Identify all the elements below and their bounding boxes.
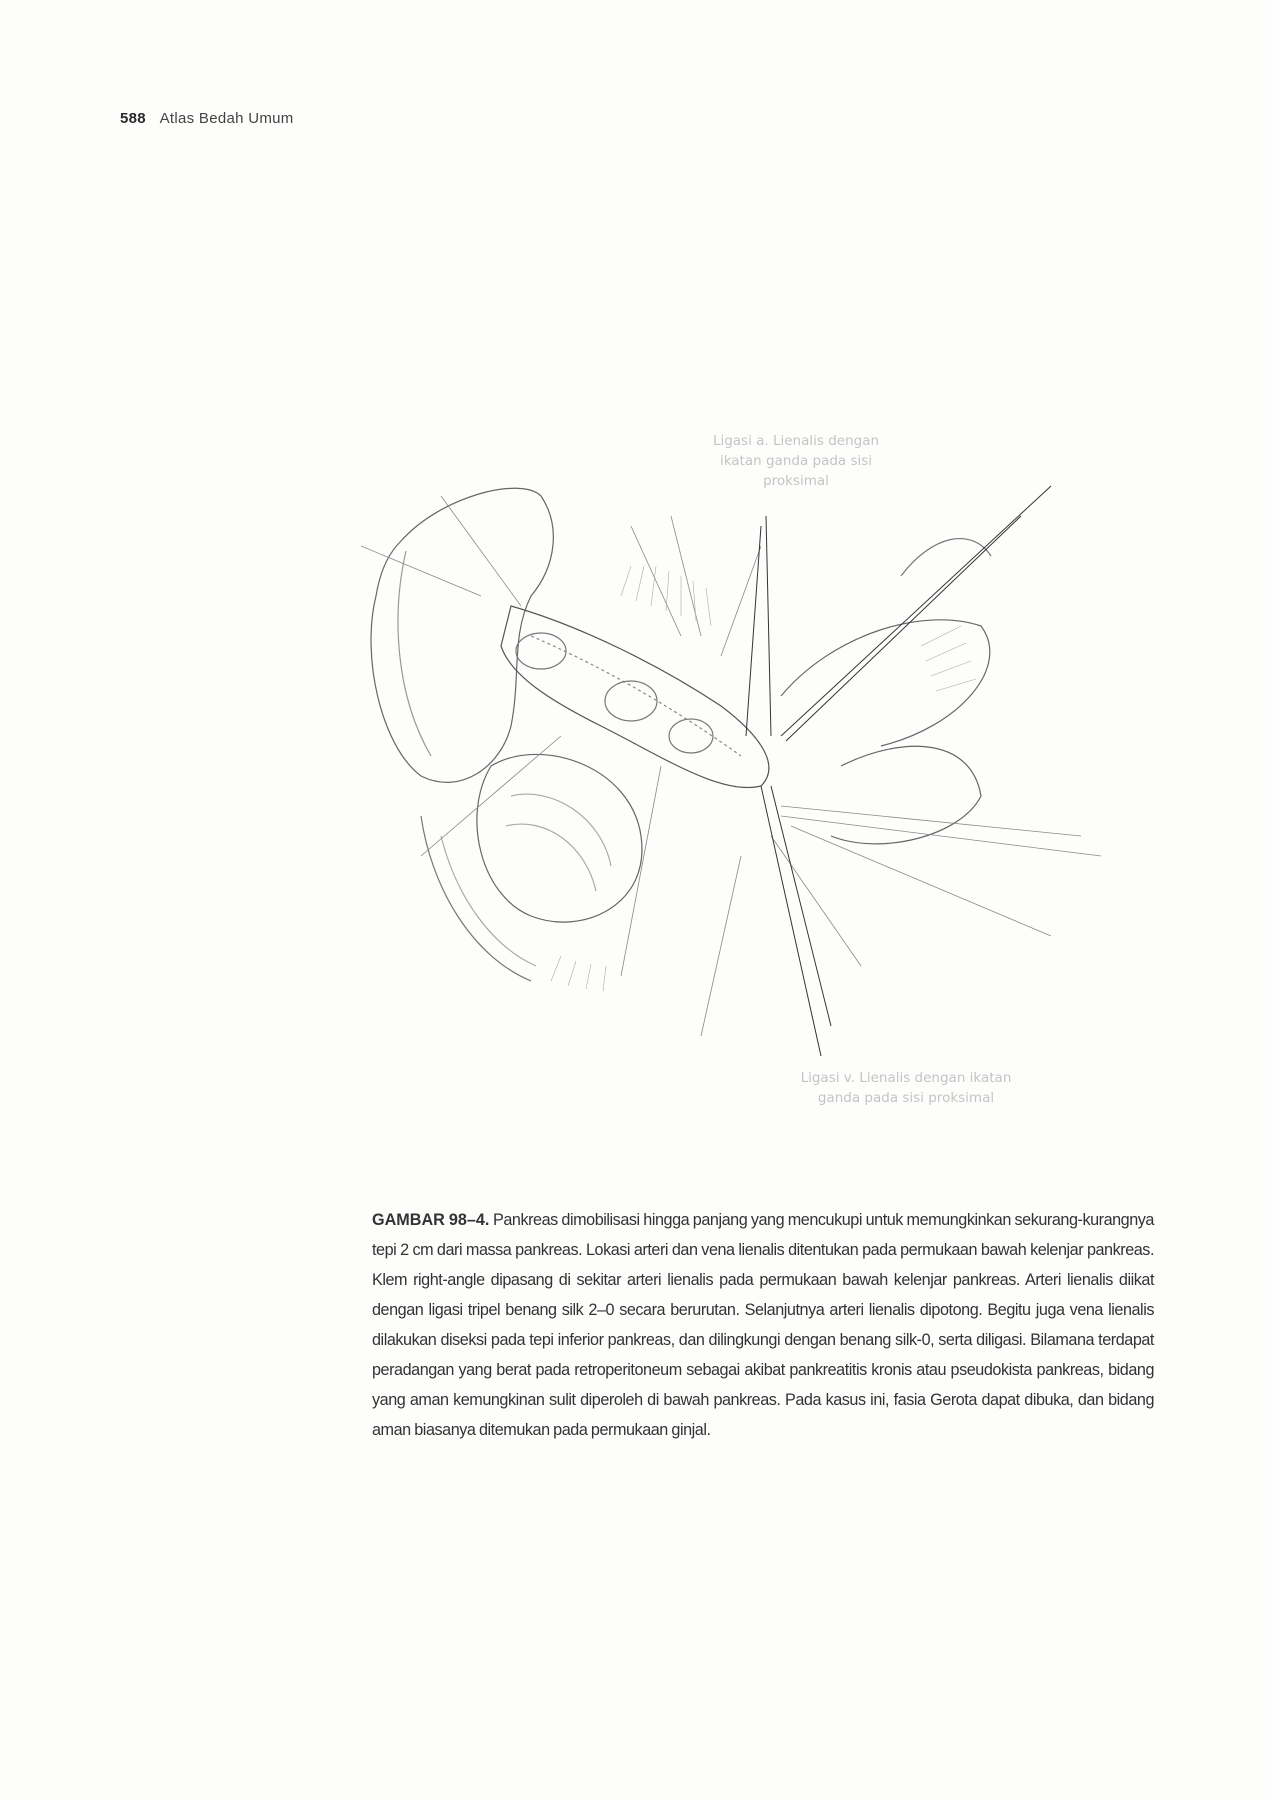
label-splenic-artery-ligation: Ligasi a. Lienalis dengan ikatan ganda pada sisi proksimal: [712, 433, 880, 489]
figure-number: GAMBAR 98–4.: [372, 1211, 490, 1229]
label-splenic-vein-ligation: Ligasi v. Lienalis dengan ikatan ganda pada sisi proksimal: [800, 1070, 1012, 1106]
page-header: [120, 110, 294, 127]
figure-caption: [372, 1205, 1154, 1445]
caption-text: Pankreas dimobilisasi hingga panjang yang mencukupi untuk memungkinkan sekurang-kurangnya tepi 2 cm dari massa pankreas. Lokasi arteri dan vena lienalis ditentukan pada permukaan bawah kelenjar pankreas. Klem right-angle dipasang di sekitar arteri lienalis pada permukaan bawah kelenjar pankreas. Arteri lienalis diikat dengan ligasi tripel benang silk 2–0 secara berurutan. Selanjutnya arteri lienalis dipotong. Begitu juga vena lienalis dilakukan diseksi pada tepi inferior pankreas, dan dilingkungi dengan benang silk-0, serta diligasi. Bilamana terdapat peradangan yang berat pada retroperitoneum sebagai akibat pankreatitis kronis atau pseudokista pankreas, bidang yang aman kemungkinan sulit diperoleh di bawah pankreas. Pada kasus ini, fasia Gerota dapat dibuka, dan bidang aman biasanya ditemukan pada permukaan ginjal.: [372, 1211, 1154, 1439]
book-title: Atlas Bedah Umum: [159, 110, 294, 127]
surgical-illustration: [361, 433, 1124, 1147]
illustration-drawing: [361, 436, 1124, 1147]
page-number: 588: [120, 110, 146, 127]
